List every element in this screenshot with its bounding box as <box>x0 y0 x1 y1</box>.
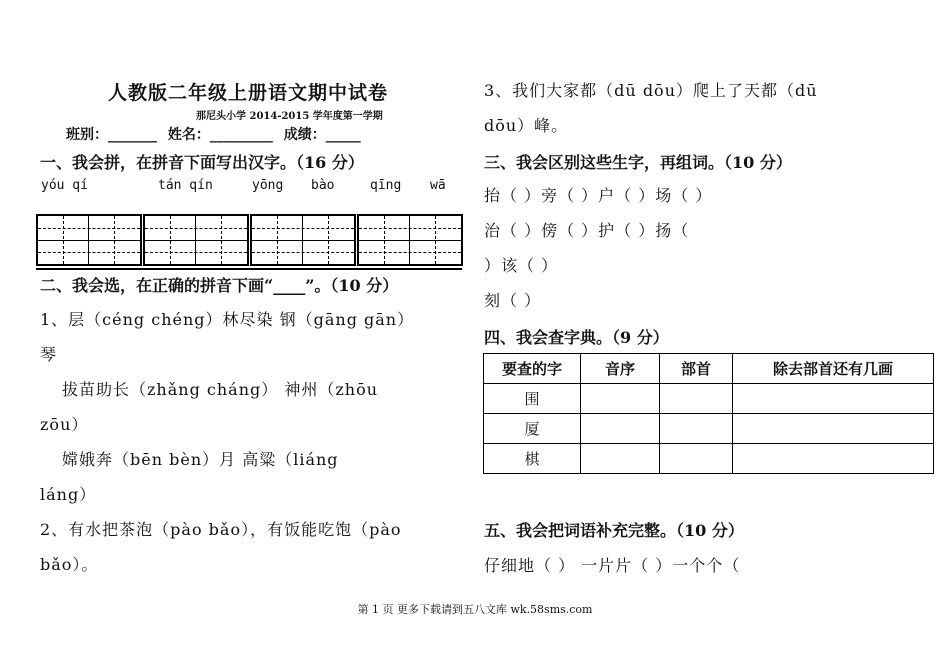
question-line: 1、层（céng chéng）林尽染 钢（gāng gān） <box>40 310 415 329</box>
score-field: 成绩：_____ <box>283 127 361 143</box>
question-line: ）该（ ） <box>484 256 559 275</box>
table-header: 音序 <box>581 354 660 384</box>
page-title: 人教版二年级上册语文期中试卷 <box>108 82 389 104</box>
table-header: 部首 <box>660 354 733 384</box>
page-footer: 第 1 页 更多下载请到五八文库 wk.58sms.com <box>357 603 593 616</box>
table-row <box>484 444 934 474</box>
question-line: 3、我们大家都（dū dōu）爬上了天都（dū <box>484 81 818 100</box>
school-term: 那尼头小学 2014-2015 学年度第一学期 <box>196 111 383 122</box>
section-divider <box>36 268 462 270</box>
question-line: 仔细地（ ） 一片片（ ）一个个（ <box>484 556 741 575</box>
answer-cell[interactable] <box>660 414 733 444</box>
answer-cell[interactable] <box>581 444 660 474</box>
pinyin-6: wā <box>430 178 446 193</box>
question-line: 2、有水把茶泡（pào bǎo），有饭能吃饱（pào <box>40 520 402 539</box>
pinyin-2: tán qín <box>158 178 213 193</box>
question-line: 拔苗助长（zhǎng cháng） 神州（zhōu <box>62 380 379 399</box>
answer-cell[interactable] <box>581 384 660 414</box>
question-line: dōu）峰。 <box>484 116 569 135</box>
pinyin-4: bào <box>311 178 335 193</box>
section5-heading: 五、我会把词语补充完整。（10 分） <box>484 521 744 540</box>
question-line: zōu） <box>40 415 89 434</box>
writing-grid[interactable] <box>357 214 463 266</box>
answer-cell[interactable] <box>733 444 934 474</box>
name-field: 姓名：_________ <box>167 127 273 143</box>
writing-grid[interactable] <box>143 214 249 266</box>
question-line: 刻（ ） <box>484 291 542 310</box>
dictionary-table <box>483 353 934 474</box>
question-line: 治（ ）傍（ ）护（ ）扬（ <box>484 221 690 240</box>
pinyin-1: yóu qí <box>41 178 88 193</box>
pinyin-5: qīng <box>370 178 402 193</box>
answer-cell[interactable] <box>581 414 660 444</box>
class-field: 班别：_______ <box>66 127 157 143</box>
table-header: 要查的字 <box>484 354 581 384</box>
answer-cell[interactable] <box>733 414 934 444</box>
section3-heading: 三、我会区别这些生字，再组词。（10 分） <box>484 153 792 172</box>
question-line: 琴 <box>40 345 58 364</box>
pinyin-3: yōng <box>252 178 284 193</box>
section1-heading: 一、我会拼，在拼音下面写出汉字。（16 分） <box>40 153 364 172</box>
question-line: 抬（ ）旁（ ）户（ ）场（ ） <box>484 186 713 205</box>
question-line: bǎo）。 <box>40 555 99 574</box>
section4-heading: 四、我会查字典。（9 分） <box>484 328 669 347</box>
answer-cell[interactable] <box>660 444 733 474</box>
writing-grid[interactable] <box>250 214 356 266</box>
table-cell: 厦 <box>484 414 581 444</box>
question-line: 嫦娥奔（bēn bèn）月 高粱（liáng <box>62 450 339 469</box>
writing-grid[interactable] <box>36 214 142 266</box>
student-info <box>66 124 367 144</box>
answer-cell[interactable] <box>733 384 934 414</box>
table-cell: 围 <box>484 384 581 414</box>
table-header: 除去部首还有几画 <box>733 354 934 384</box>
table-row <box>484 414 934 444</box>
answer-cell[interactable] <box>660 384 733 414</box>
section2-heading: 二、我会选，在正确的拼音下画“____”。（10 分） <box>40 276 399 295</box>
table-cell: 棋 <box>484 444 581 474</box>
question-line: láng） <box>40 485 97 504</box>
table-row <box>484 384 934 414</box>
